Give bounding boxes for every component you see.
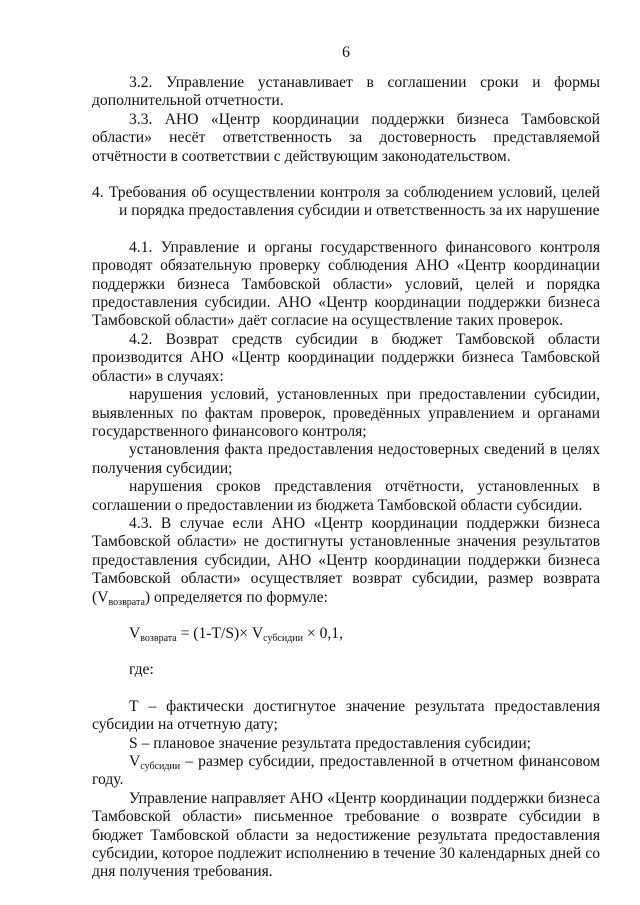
- formula-v-sub: возврата: [140, 632, 177, 644]
- paragraph-4-3-tail: ) определяется по формуле:: [144, 588, 328, 606]
- definition-v: [92, 753, 600, 790]
- formula-v: V: [129, 624, 141, 642]
- definition-s: S – плановое значение результата предоставления субсидии;: [129, 734, 532, 752]
- formula-end: × 0,1,: [303, 624, 343, 642]
- return-formula: [92, 625, 600, 643]
- definition-v-letter: V: [129, 753, 141, 770]
- paragraph-4-3-main: 4.3. В случае если АНО «Центр координации поддержки бизнеса Тамбовской области» не достигнуты установленные значения результатов предоставления субсидии, АНО «Центр координации поддержки бизнеса Тамбовской области» осуществляет возврат субсидии, размер возврата (V: [92, 514, 600, 606]
- formula-middle: = (1-T/S)× V: [176, 624, 264, 642]
- paragraph-3-2: 3.2. Управление устанавливает в соглашении сроки и формы дополнительной отчетности.: [92, 74, 600, 110]
- definition-v-rest: – размер субсидии, предоставленной в отчетном финансовом году.: [92, 753, 600, 789]
- definition-t: Т – фактически достигнутое значение результата предоставления субсидии на отчетную дату;: [92, 697, 600, 734]
- paragraph-4-1: 4.1. Управление и органы государственного финансового контроля проводят обязательную проверку соблюдения АНО «Центр координации поддержки бизнеса Тамбовской области» условий, целей и порядка предоставления субсидии. АНО «Центр координации поддержки бизнеса Тамбовской области» даёт согласие на осуществление таких проверок.: [92, 238, 600, 330]
- case-item-2: установления факта предоставления недостоверных сведений в целях получения субсидии;: [92, 441, 600, 477]
- paragraph-4-3-sub: возврата: [108, 596, 145, 608]
- definition-v-sub: субсидии: [140, 761, 181, 772]
- formula-sub2: субсидии: [263, 632, 303, 644]
- paragraph-4-2: 4.2. Возврат средств субсидии в бюджет Тамбовской области производится АНО «Центр координации поддержки бизнеса Тамбовской области» в случаях:: [92, 330, 600, 385]
- paragraph-4-3: [92, 515, 600, 607]
- where-label: где:: [129, 661, 154, 679]
- page-number: 6: [342, 44, 350, 61]
- case-item-3: нарушения сроков представления отчётности, установленных в соглашении о предоставлении из бюджета Тамбовской области субсидии.: [92, 478, 600, 514]
- paragraph-3-3: 3.3. АНО «Центр координации поддержки бизнеса Тамбовской области» несёт ответственность за достоверность представляемой отчётности в соответствии с действующим законодательством.: [92, 110, 600, 165]
- document-body: [92, 74, 600, 882]
- section-4-heading: 4. Требования об осуществлении контроля за соблюдением условий, целей и порядка предоставления субсидии и ответственность за их нарушение: [92, 184, 600, 220]
- case-item-1: нарушения условий, установленных при предоставлении субсидии, выявленных по фактам проверок, проведённых управлением и органами государственного финансового контроля;: [92, 386, 600, 440]
- closing-paragraph: Управление направляет АНО «Центр координации поддержки бизнеса Тамбовской области» письменное требование о возврате субсидии в бюджет Тамбовской области за недостижение результата предоставления субсидии, которое подлежит исполнению в течение 30 календарных дней со дня получения требования.: [92, 789, 600, 881]
